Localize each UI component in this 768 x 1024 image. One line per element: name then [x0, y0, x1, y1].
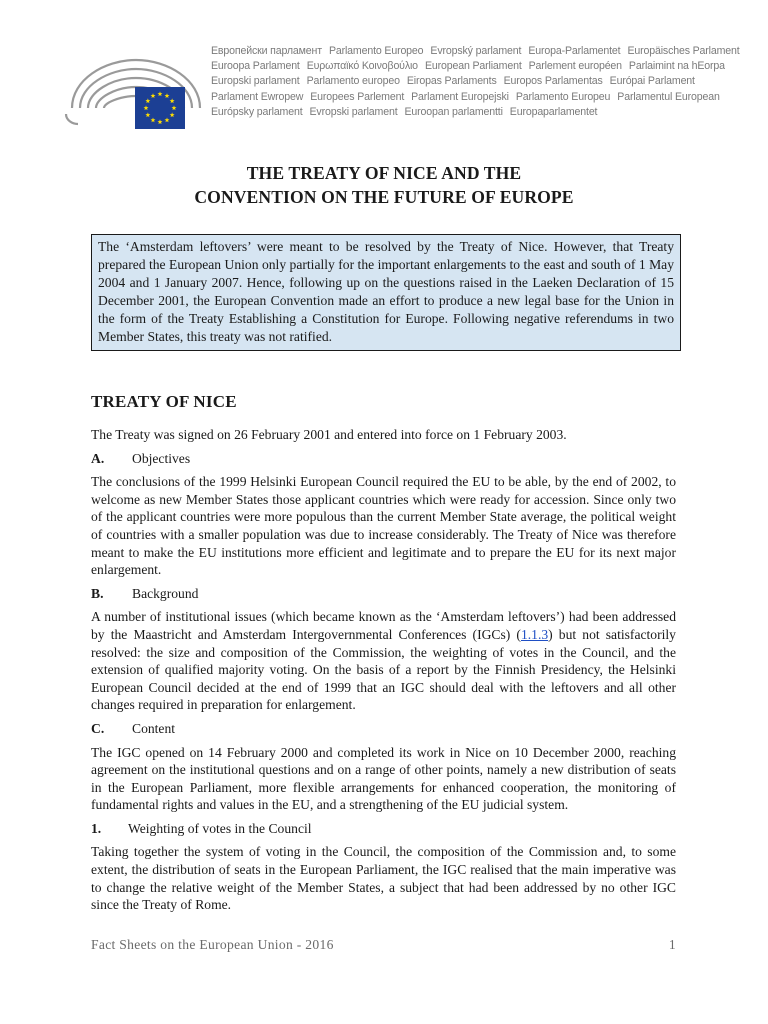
section-b-heading: [91, 585, 676, 603]
parliament-name: Europa-Parlamentet: [528, 45, 621, 57]
parliament-name: Parlamento europeo: [306, 75, 400, 88]
parliament-names-row: [211, 90, 731, 105]
fact-sheet-link[interactable]: 1.1.3: [520, 626, 549, 642]
section-title: Objectives: [132, 450, 191, 466]
section-number: B.: [91, 585, 104, 601]
section-title: Content: [132, 720, 176, 736]
intro-paragraph: The Treaty was signed on 26 February 2001 and entered into force on 1 February 2003.: [91, 427, 567, 442]
paragraph-text: A number of institutional issues (which became known as the ‘Amsterdam leftovers’) had been addressed by the Maastricht and Amsterdam Intergovernmental Conferences (IGCs) (: [91, 609, 676, 642]
parliament-names-row: [211, 44, 740, 59]
parliament-name: Europaparlamentet: [509, 105, 598, 118]
parliament-name: Parlamento Europeu: [515, 90, 611, 103]
parliament-name: Europski parlament: [211, 75, 300, 88]
parliament-name: Europees Parlement: [310, 90, 405, 103]
page-header: [64, 44, 740, 134]
title-line-1: THE TREATY OF NICE AND THE: [246, 163, 522, 183]
page-number: 1: [668, 937, 676, 952]
subsection-number: 1.: [91, 820, 102, 836]
abstract-box: The ‘Amsterdam leftovers’ were meant to be resolved by the Treaty of Nice. However, that Treaty prepared the European Union only partially for the important enlargements to the east and south of 1 May 2004 and 1 January 2007. Hence, following up on the questions raised in the Laeken Declaration of 15 December 2001, the European Convention made an effort to produce a new legal base for the Union in the form of the Treaty Establishing a Constitution for Europe. Following negative referendums in two Member States, this treaty was not ratified.: [91, 234, 681, 351]
parliament-name: Parlament Ewropew: [211, 90, 304, 103]
section-title: Background: [132, 585, 199, 601]
parliament-name: Evropský parlament: [430, 45, 522, 57]
content-paragraph: The IGC opened on 14 February 2000 and completed its work in Nice on 10 December 2000, reaching agreement on the institutional questions and on a range of other points, namely a new distribution of seats in the European Parliament, more flexible arrangements for enhanced cooperation, the monitoring of fundamental rights and values in the EU, and a strengthening of the EU judicial system.: [91, 744, 676, 813]
paragraph-text: ) but not satisfactorily resolved: the size and composition of the Commission, the weighting of votes in the Council, and the extension of qualified majority voting. On the basis of a report by the Finnish Presidency, the Helsinki European Council decided at the end of 1999 that an IGC should deal with the leftovers and all other changes required in preparation for enlargement.: [91, 626, 676, 713]
parliament-name: Euroopan parlamentti: [404, 105, 503, 118]
title-line-2: CONVENTION ON THE FUTURE OF EUROPE: [194, 187, 574, 207]
parliament-name: Europäisches Parlament: [627, 45, 740, 57]
subsection-title: Weighting of votes in the Council: [128, 820, 312, 836]
page-footer: [91, 936, 676, 954]
subsection-1-heading: [91, 820, 676, 838]
section-heading: TREATY OF NICE: [91, 392, 237, 411]
background-paragraph: [91, 608, 676, 714]
parliament-name: Ευρωπαϊκό Κοινοβούλιο: [306, 60, 418, 73]
european-parliament-logo: [64, 50, 208, 132]
parliament-name: Európsky parlament: [211, 105, 303, 118]
parliament-names-row: [211, 105, 731, 120]
parliament-names: [211, 44, 740, 120]
parliament-name: Parlaimint na hEorpa: [628, 60, 725, 73]
parliament-name: Euroopa Parlament: [211, 60, 300, 73]
section-c-heading: [91, 720, 676, 738]
parliament-name: Evropski parlament: [309, 105, 398, 118]
parliament-name: Parlamento Europeo: [328, 45, 424, 57]
parliament-name: Parlement européen: [528, 60, 622, 73]
main-content: [91, 390, 676, 920]
parliament-name: Europos Parlamentas: [503, 75, 603, 88]
parliament-names-row: [211, 74, 731, 89]
objectives-paragraph: The conclusions of the 1999 Helsinki European Council required the EU to be able, by the end of 2002, to welcome as new Member States those applicant countries which were ready for accession. Since only two of the applicant countries were more populous than the current Member State average, the political weight of countries with a smaller population was due to increase considerably. The Treaty of Nice was therefore meant to make the EU institutions more efficient and legitimate and to prepare the EU for its next major enlargement.: [91, 474, 676, 578]
section-a-heading: [91, 450, 676, 468]
voting-paragraph: Taking together the system of voting in the Council, the composition of the Commission and, to some extent, the distribution of seats in the European Parliament, the IGC realised that the main imperative was to change the relative weight of the Member States, a subject that had been addressed by no other IGC since the Treaty of Rome.: [91, 844, 676, 913]
parliament-name: Eiropas Parlaments: [406, 75, 497, 88]
document-title: [0, 161, 768, 209]
footer-text: Fact Sheets on the European Union - 2016: [91, 937, 334, 952]
parliament-name: Parlament Europejski: [411, 90, 509, 103]
parliament-name: Európai Parlament: [609, 75, 695, 88]
section-number: C.: [91, 720, 105, 736]
parliament-names-row: [211, 59, 731, 74]
parliament-name: Parlamentul European: [617, 90, 720, 103]
parliament-name: Европейски парламент: [211, 45, 322, 57]
parliament-name: European Parliament: [424, 60, 522, 73]
section-number: A.: [91, 450, 105, 466]
